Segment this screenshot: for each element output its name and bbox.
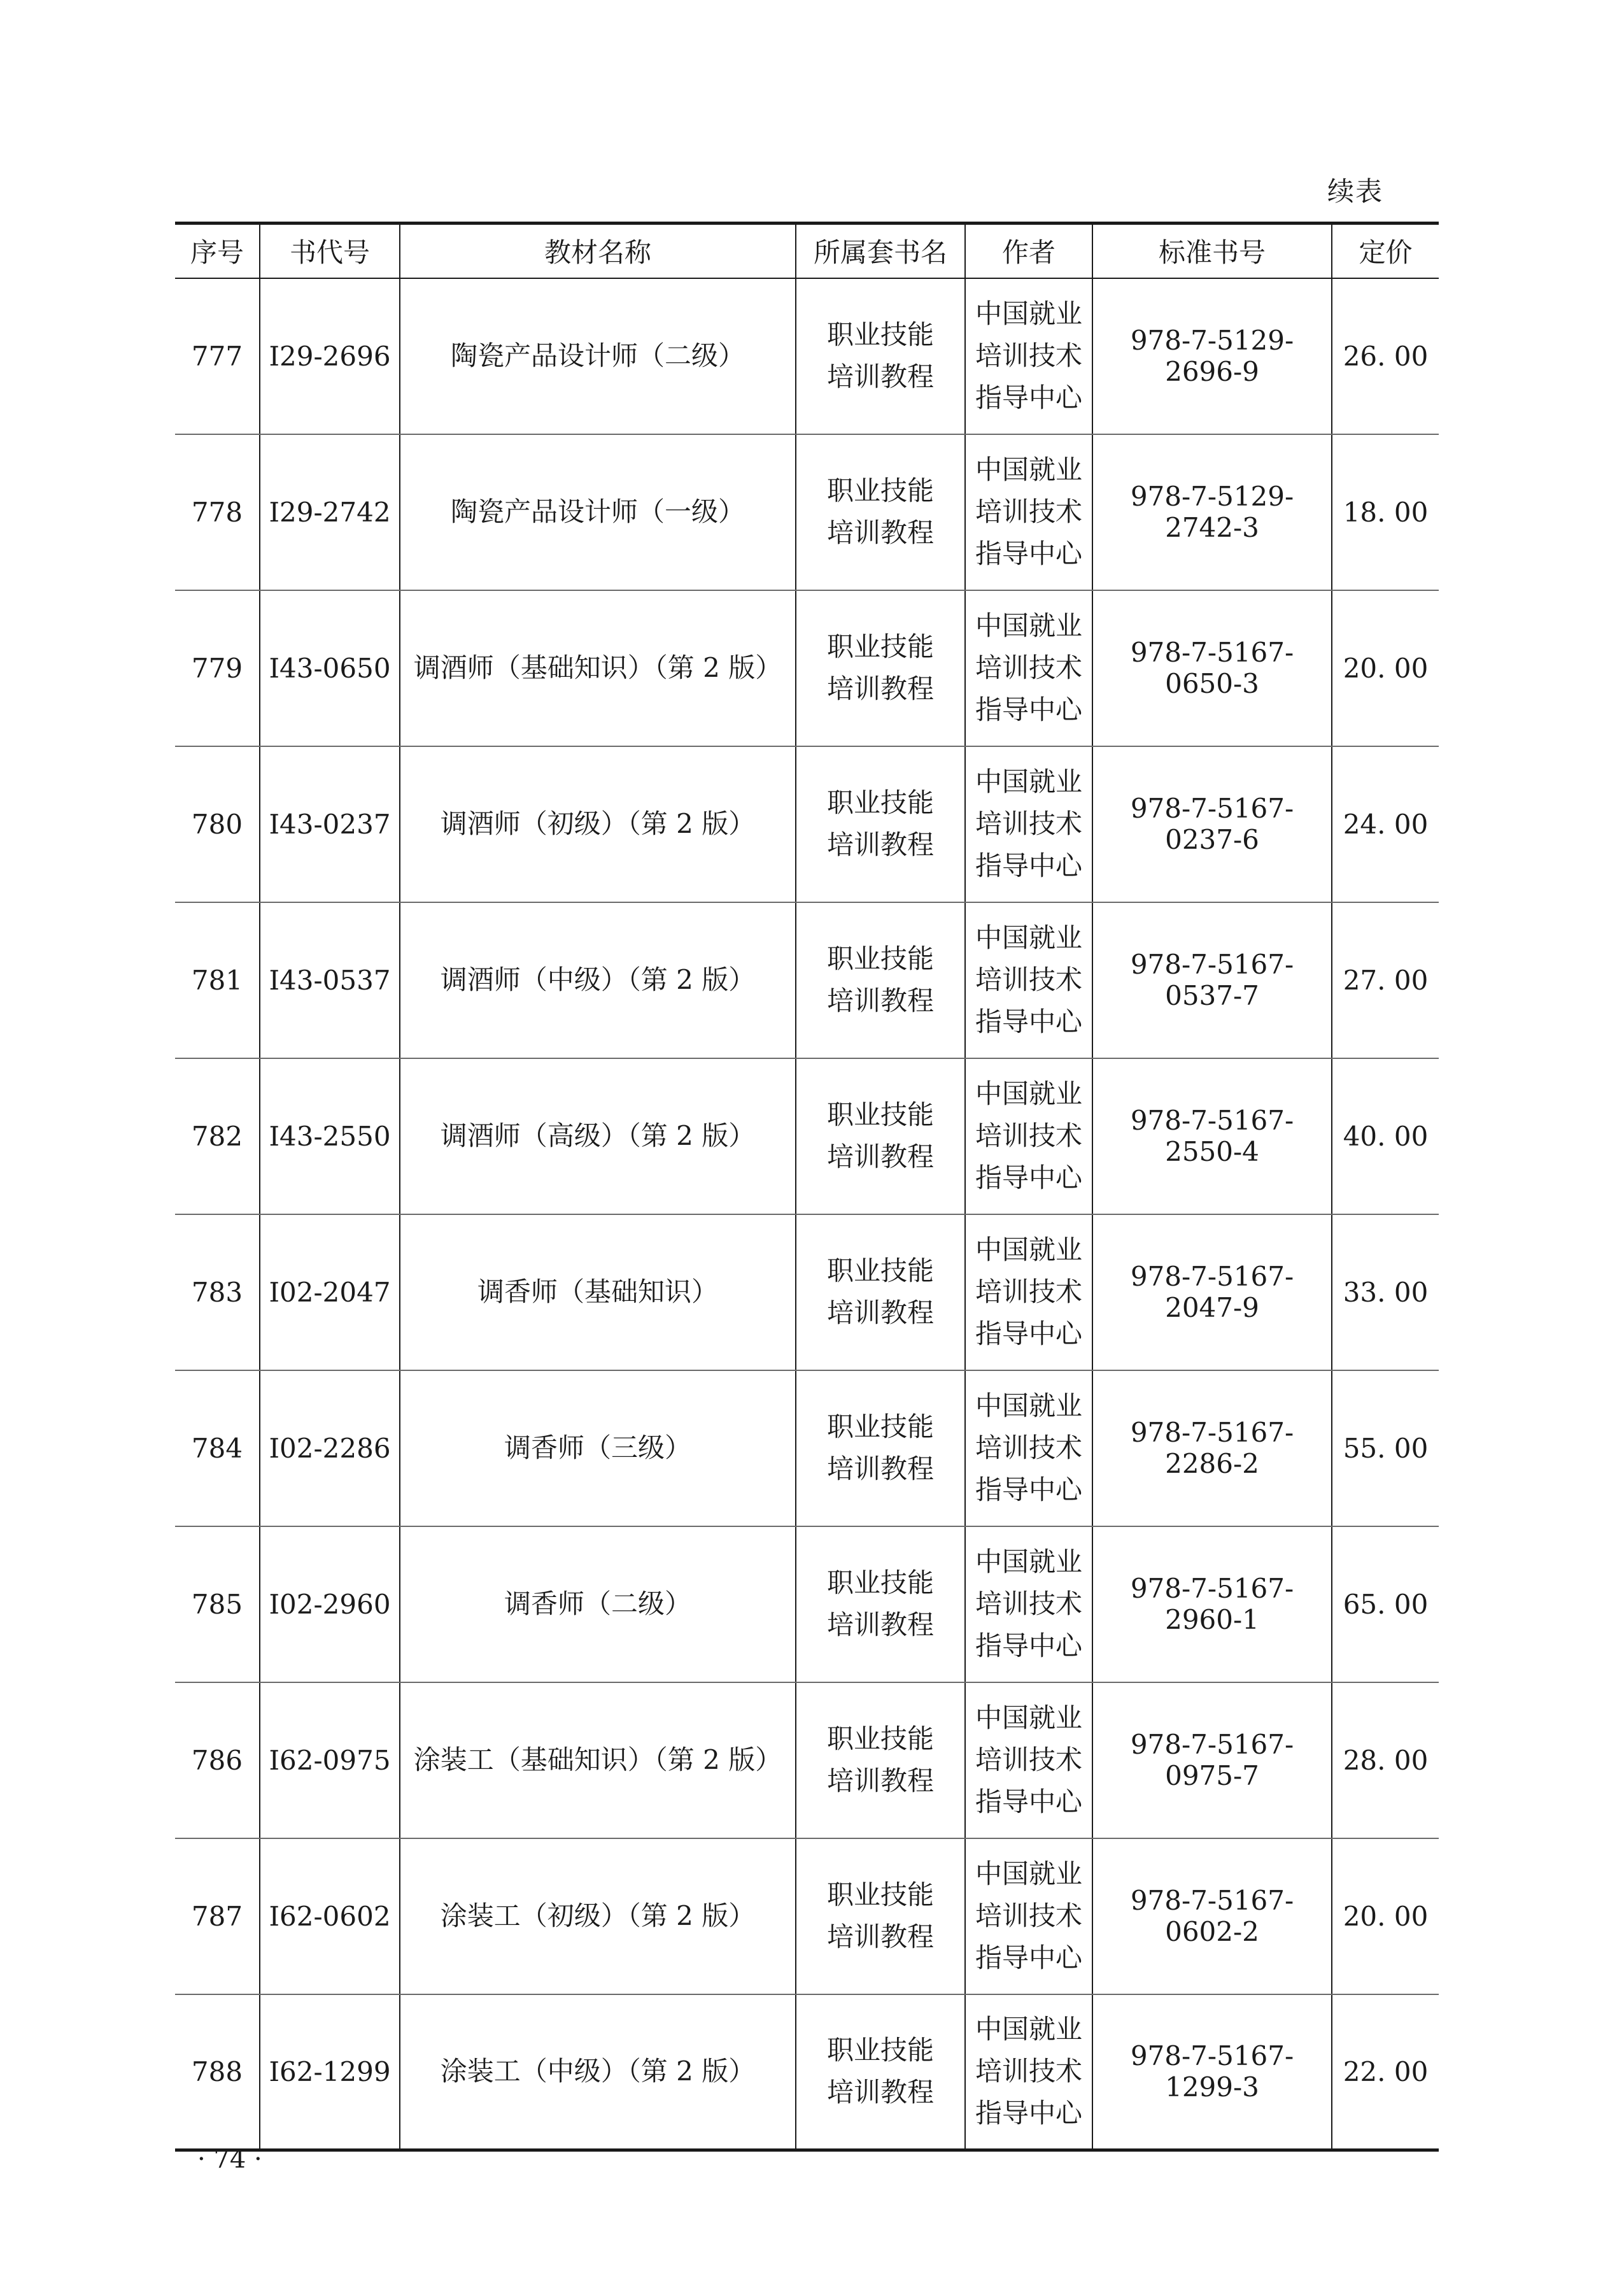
cell-isbn: 978-7-5167-0650-3: [1092, 590, 1332, 746]
table-row: [175, 1058, 1439, 1214]
author-line: 培训技术: [975, 1900, 1082, 1931]
table-row: [175, 746, 1439, 902]
author-line: 培训技术: [975, 1432, 1082, 1463]
cell-no: 783: [175, 1214, 260, 1370]
cell-isbn: 978-7-5167-0975-7: [1092, 1682, 1332, 1838]
header-cell-no: 序号: [175, 224, 260, 278]
series-line: 职业技能: [826, 1099, 934, 1130]
cell-code: I02-2047: [260, 1214, 400, 1370]
cell-isbn: 978-7-5129-2742-3: [1092, 434, 1332, 590]
series-line: 职业技能: [826, 1255, 934, 1286]
author-line: 指导中心: [975, 1630, 1082, 1661]
cell-no: 779: [175, 590, 260, 746]
author-line: 中国就业: [975, 766, 1082, 797]
cell-author: [965, 278, 1092, 434]
author-line: 中国就业: [975, 1234, 1082, 1265]
author-line: 中国就业: [975, 2013, 1082, 2045]
cell-isbn: 978-7-5167-2286-2: [1092, 1370, 1332, 1526]
cell-title: 涂装工（初级）（第 2 版）: [400, 1838, 796, 1994]
table-row: [175, 1526, 1439, 1682]
author-line: 培训技术: [975, 1744, 1082, 1775]
page-number: · 74 ·: [197, 2145, 262, 2174]
cell-title: 调酒师（高级）（第 2 版）: [400, 1058, 796, 1214]
series-line: 培训教程: [826, 829, 934, 860]
series-line: 职业技能: [826, 319, 934, 350]
cell-code: I02-2286: [260, 1370, 400, 1526]
cell-series: [796, 1526, 965, 1682]
cell-author: [965, 1214, 1092, 1370]
cell-series: [796, 590, 965, 746]
author-line: 培训技术: [975, 808, 1082, 839]
series-line: 职业技能: [826, 475, 934, 506]
cell-isbn: 978-7-5167-2960-1: [1092, 1526, 1332, 1682]
series-line: 职业技能: [826, 943, 934, 974]
cell-code: I29-2742: [260, 434, 400, 590]
cell-no: 777: [175, 278, 260, 434]
series-line: 职业技能: [826, 631, 934, 662]
author-line: 中国就业: [975, 1546, 1082, 1577]
author-line: 指导中心: [975, 382, 1082, 413]
series-line: 职业技能: [826, 787, 934, 818]
cell-series: [796, 746, 965, 902]
cell-no: 788: [175, 1994, 260, 2150]
cell-isbn: 978-7-5129-2696-9: [1092, 278, 1332, 434]
author-line: 指导中心: [975, 1786, 1082, 1817]
header-cell-price: 定价: [1332, 224, 1439, 278]
book-catalog-table: [175, 222, 1439, 2152]
author-line: 中国就业: [975, 298, 1082, 329]
cell-code: I43-0237: [260, 746, 400, 902]
author-line: 培训技术: [975, 1588, 1082, 1619]
cell-author: [965, 1682, 1092, 1838]
cell-title: 调香师（三级）: [400, 1370, 796, 1526]
cell-series: [796, 1214, 965, 1370]
series-line: 职业技能: [826, 1879, 934, 1910]
table-row: [175, 1682, 1439, 1838]
author-line: 指导中心: [975, 1162, 1082, 1193]
cell-title: 调酒师（初级）（第 2 版）: [400, 746, 796, 902]
cell-title: 调香师（二级）: [400, 1526, 796, 1682]
series-line: 培训教程: [826, 361, 934, 392]
author-line: 培训技术: [975, 340, 1082, 371]
cell-series: [796, 434, 965, 590]
series-line: 职业技能: [826, 1567, 934, 1598]
author-line: 中国就业: [975, 610, 1082, 641]
cell-isbn: 978-7-5167-1299-3: [1092, 1994, 1332, 2150]
table-row: [175, 1370, 1439, 1526]
cell-series: [796, 1370, 965, 1526]
series-line: 培训教程: [826, 2077, 934, 2108]
series-line: 培训教程: [826, 1921, 934, 1952]
author-line: 指导中心: [975, 1318, 1082, 1349]
author-line: 中国就业: [975, 922, 1082, 953]
cell-price: 27. 00: [1332, 902, 1439, 1058]
cell-series: [796, 1838, 965, 1994]
series-line: 培训教程: [826, 1453, 934, 1484]
cell-author: [965, 1994, 1092, 2150]
series-line: 培训教程: [826, 1141, 934, 1172]
cell-no: 780: [175, 746, 260, 902]
cell-code: I43-0537: [260, 902, 400, 1058]
table-row: [175, 278, 1439, 434]
cell-price: 18. 00: [1332, 434, 1439, 590]
cell-series: [796, 278, 965, 434]
cell-price: 20. 00: [1332, 590, 1439, 746]
cell-author: [965, 902, 1092, 1058]
author-line: 中国就业: [975, 1858, 1082, 1889]
series-line: 职业技能: [826, 2034, 934, 2066]
cell-title: 调酒师（基础知识）（第 2 版）: [400, 590, 796, 746]
author-line: 指导中心: [975, 538, 1082, 569]
cell-title: 陶瓷产品设计师（二级）: [400, 278, 796, 434]
table-row: [175, 1838, 1439, 1994]
cell-series: [796, 1058, 965, 1214]
table-header-row: [175, 224, 1439, 278]
cell-no: 778: [175, 434, 260, 590]
author-line: 中国就业: [975, 454, 1082, 485]
cell-price: 33. 00: [1332, 1214, 1439, 1370]
series-line: 培训教程: [826, 673, 934, 704]
cell-code: I62-0602: [260, 1838, 400, 1994]
author-line: 培训技术: [975, 1120, 1082, 1151]
cell-price: 55. 00: [1332, 1370, 1439, 1526]
series-line: 培训教程: [826, 1609, 934, 1640]
cell-code: I62-1299: [260, 1994, 400, 2150]
author-line: 指导中心: [975, 2098, 1082, 2129]
cell-code: I43-2550: [260, 1058, 400, 1214]
table-row: [175, 434, 1439, 590]
series-line: 培训教程: [826, 517, 934, 548]
cell-author: [965, 1526, 1092, 1682]
cell-author: [965, 1838, 1092, 1994]
series-line: 职业技能: [826, 1411, 934, 1442]
cell-price: 20. 00: [1332, 1838, 1439, 1994]
cell-price: 26. 00: [1332, 278, 1439, 434]
cell-title: 调香师（基础知识）: [400, 1214, 796, 1370]
cell-price: 40. 00: [1332, 1058, 1439, 1214]
author-line: 培训技术: [975, 496, 1082, 527]
author-line: 培训技术: [975, 2055, 1082, 2087]
author-line: 指导中心: [975, 850, 1082, 881]
continued-label: 续表: [1327, 176, 1384, 207]
cell-no: 782: [175, 1058, 260, 1214]
table-row: [175, 590, 1439, 746]
cell-price: 28. 00: [1332, 1682, 1439, 1838]
cell-isbn: 978-7-5167-2047-9: [1092, 1214, 1332, 1370]
cell-series: [796, 1994, 965, 2150]
cell-author: [965, 434, 1092, 590]
cell-series: [796, 1682, 965, 1838]
header-cell-title: 教材名称: [400, 224, 796, 278]
cell-title: 调酒师（中级）（第 2 版）: [400, 902, 796, 1058]
series-line: 培训教程: [826, 1765, 934, 1796]
cell-title: 陶瓷产品设计师（一级）: [400, 434, 796, 590]
table-row: [175, 1994, 1439, 2150]
cell-no: 786: [175, 1682, 260, 1838]
author-line: 指导中心: [975, 1006, 1082, 1037]
author-line: 指导中心: [975, 1474, 1082, 1505]
cell-author: [965, 746, 1092, 902]
cell-isbn: 978-7-5167-0537-7: [1092, 902, 1332, 1058]
cell-author: [965, 590, 1092, 746]
cell-code: I62-0975: [260, 1682, 400, 1838]
cell-no: 787: [175, 1838, 260, 1994]
author-line: 指导中心: [975, 694, 1082, 725]
author-line: 培训技术: [975, 964, 1082, 995]
series-line: 职业技能: [826, 1723, 934, 1754]
header-cell-author: 作者: [965, 224, 1092, 278]
cell-no: 784: [175, 1370, 260, 1526]
header-cell-series: 所属套书名: [796, 224, 965, 278]
author-line: 指导中心: [975, 1942, 1082, 1973]
header-cell-isbn: 标准书号: [1092, 224, 1332, 278]
cell-price: 22. 00: [1332, 1994, 1439, 2150]
author-line: 中国就业: [975, 1078, 1082, 1109]
cell-no: 781: [175, 902, 260, 1058]
cell-title: 涂装工（中级）（第 2 版）: [400, 1994, 796, 2150]
cell-series: [796, 902, 965, 1058]
cell-code: I02-2960: [260, 1526, 400, 1682]
cell-code: I29-2696: [260, 278, 400, 434]
author-line: 中国就业: [975, 1702, 1082, 1733]
cell-isbn: 978-7-5167-0602-2: [1092, 1838, 1332, 1994]
header-cell-code: 书代号: [260, 224, 400, 278]
cell-no: 785: [175, 1526, 260, 1682]
cell-author: [965, 1370, 1092, 1526]
series-line: 培训教程: [826, 985, 934, 1016]
table-row: [175, 1214, 1439, 1370]
cell-price: 65. 00: [1332, 1526, 1439, 1682]
cell-isbn: 978-7-5167-0237-6: [1092, 746, 1332, 902]
cell-isbn: 978-7-5167-2550-4: [1092, 1058, 1332, 1214]
cell-author: [965, 1058, 1092, 1214]
cell-price: 24. 00: [1332, 746, 1439, 902]
cell-code: I43-0650: [260, 590, 400, 746]
series-line: 培训教程: [826, 1297, 934, 1328]
table-row: [175, 902, 1439, 1058]
author-line: 中国就业: [975, 1390, 1082, 1421]
author-line: 培训技术: [975, 1276, 1082, 1307]
cell-title: 涂装工（基础知识）（第 2 版）: [400, 1682, 796, 1838]
author-line: 培训技术: [975, 652, 1082, 683]
